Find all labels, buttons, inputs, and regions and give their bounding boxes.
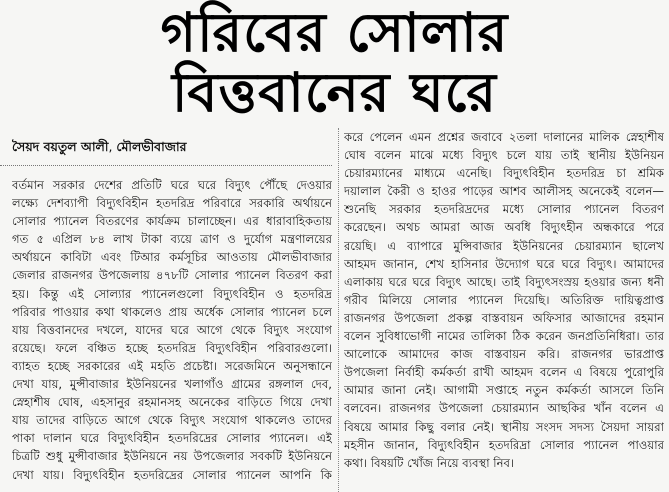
- article-line: মহসীন জানান, বিদ্যুৎবিহীন হতদরিদ্রা সোলার প্যানেল পাওয়ার: [344, 437, 664, 452]
- article-line: জেলার রাজনগর উপজেলায় ৪৭৮টি সোলার প্যানেল বিতরণ করা: [12, 268, 332, 283]
- byline: [12, 138, 332, 156]
- article-line: পাকা দালান ঘরে বিদ্যুৎবিহীন হতদরিদ্রের সোলার প্যানেল। এই: [12, 431, 332, 446]
- article-line: আমার জানা নেই। আগামী সপ্তাহে নতুন কর্মকর্তা আসলে তিনি: [344, 383, 664, 398]
- article-line: দয়ালাল কৈরী ও হাওর পাড়ের আশব আলীসহ অনেকেই বলেন—: [344, 184, 664, 199]
- headline-line-2: বিত্তবানের ঘরে: [171, 61, 498, 124]
- article-line: বলেন সুবিধাভোগী নামের তালিকা ঠিক করেন জনপ্রতিনিধিরা। তার: [344, 329, 664, 344]
- article-line: লক্ষ্যে দেশব্যাপী বিদ্যুৎবিহীন হতদরিদ্র পরিবারে সরকারি অর্থায়নে: [12, 196, 332, 211]
- article-line: যায় বিত্তবানদের দখলে, যাদের ঘরে আগে থেকে বিদ্যুৎ সংযোগ: [12, 322, 332, 337]
- article-line: বর্তমান সরকার দেশের প্রতিটি ঘরে ঘরে বিদ্যুৎ পৌঁছে দেওয়ার: [12, 178, 332, 192]
- article-line: চিত্রটি শুধু মুন্সীবাজার ইউনিয়নে নয় উপজেলার সবকটি ইউনিয়নে: [12, 449, 332, 464]
- article-line: এলাকায় ঘরে ঘরে বিদ্যুৎ আছে। তাই বিদ্যুৎসংস্রয় হওয়ার জন্য ধনী: [344, 274, 664, 289]
- article-line: করেছেন। অথচ আমরা আজ অবধি বিদ্যুৎহীন অন্ধকারে পরে: [344, 220, 664, 235]
- article-line: রাজনগর উপজেলা প্রকল্প বাস্তবায়ন অফিসার আজাদের রহমান: [344, 310, 664, 325]
- article-line: আলোকে আমাদের কাজ বাস্তবায়ন করি। রাজনগর ভারপ্রাপ্ত: [344, 347, 664, 362]
- column-divider: [338, 128, 339, 492]
- article-line: আহমদ জানান, শেখ হাসিনার উদ্যোগ ঘরে ঘরে বিদ্যুৎ। আমাদের: [344, 256, 664, 271]
- byline-author: সৈয়দ বয়তুল আলী: [12, 139, 109, 154]
- article-line: দেখা যায়। বিদ্যুৎবিহীন হতদরিদ্রের সোলার প্যানেল আপনি কি: [12, 467, 332, 482]
- article-line: চেয়ারম্যানের মাধ্যমে এনেছি। বিদ্যুৎবিহীন হতদরিদ্র চা শ্রমিক: [344, 166, 664, 181]
- byline-divider: [0, 165, 332, 166]
- article-left-column: [12, 176, 332, 490]
- byline-location: মৌলভীবাজার: [116, 139, 187, 154]
- article-line: যায় তাদের বাড়িতে আগে থেকে বিদ্যুৎ সংযোগ থাকলেও তাদের: [12, 413, 332, 428]
- article-line: কথা। বিষয়টি খোঁজ নিয়ে ব্যবস্থা নিব।: [344, 455, 515, 470]
- headline: [0, 0, 669, 128]
- article-line: পরিবার পাওয়ার কথা থাকলেও প্রায় অর্ধেক সোলার প্যানেল চলে: [12, 304, 332, 319]
- article-line: দেখা যায়, মুন্সীবাজার ইউনিয়নের খলাগাঁও গ্রামের রঙ্গলাল দেব,: [12, 377, 332, 392]
- article-line: ব্যাহত হচ্ছে সরকারের এই মহতি প্রচেষ্টা। সরেজমিনে অনুসন্ধানে: [12, 358, 332, 373]
- article-line: শুনেছি সরকার হতদরিদ্রদের মধ্যে সোলার প্যানেল বিতরণ: [344, 202, 664, 217]
- article-line: অর্থায়নে কাবিটা এবং টিআর কর্মসূচির আওতায় মৌলভীবাজার: [12, 250, 332, 265]
- article-line: সোলার প্যানেল বিতরণের কার্যক্রম চালাচ্ছেন। এর ধারাবাহিকতায়: [12, 214, 332, 229]
- article-line: বিষয়ে আমার কিছু বলার নেই। স্থানীয় সংসদ সদস্য সৈয়দা সায়রা: [344, 419, 664, 434]
- headline-line-1: গরিবের সোলার: [160, 1, 509, 64]
- article-line: স্নেহাশীষ ঘোষ, এহসানুর রহমানসহ অনেকের বাড়িতে গিয়ে দেখা: [12, 395, 332, 410]
- article-line: রয়েছি। এ ব্যাপারে মুন্সিবাজার ইউনিয়নের চেয়ারম্যান ছালেখ: [344, 238, 664, 253]
- article-line: করে পেলেন এমন প্রশ্নের জবাবে ২তলা দালানের মালিক স্নেহাশীষ: [344, 130, 664, 144]
- article-line: গত ৫ এপ্রিল ৮৪ লাখ টাকা ব্যয়ে ত্রাণ ও দুর্যোগ মন্ত্রণালয়ের: [12, 232, 332, 247]
- article-right-column: [344, 128, 664, 490]
- article-line: ঘোষ বলেন মাঝে মধ্যে বিদ্যুৎ চলে যায় তাই স্থানীয় ইউনিয়ন: [344, 148, 664, 163]
- article-line: হয়। কিন্তু এই সোল্যার প্যানেলগুলো বিদ্যুৎবিহীন ও হতদরিদ্র: [12, 286, 332, 301]
- article-line: গরীব মিলিয়ে সোলার প্যানেল দিয়েছি। অতিরিক্ত দায়িত্বপ্রাপ্ত: [344, 292, 664, 307]
- article-line: বলবেন। রাজনগর উপজেলা চেয়ারম্যান আছকির খাঁন বলেন এ: [344, 401, 664, 416]
- article-line: উপজেলা নির্বাহী কর্মকর্তা রাখী আহমদ বলেন এ বিষয়ে পুরোপুরি: [344, 365, 664, 380]
- byline-separator: ,: [108, 139, 117, 154]
- article-line: রয়েছে। ফলে বঞ্চিত হচ্ছে হতদরিদ্র বিদ্যুৎবিহীন পরিবারগুলো।: [12, 340, 332, 355]
